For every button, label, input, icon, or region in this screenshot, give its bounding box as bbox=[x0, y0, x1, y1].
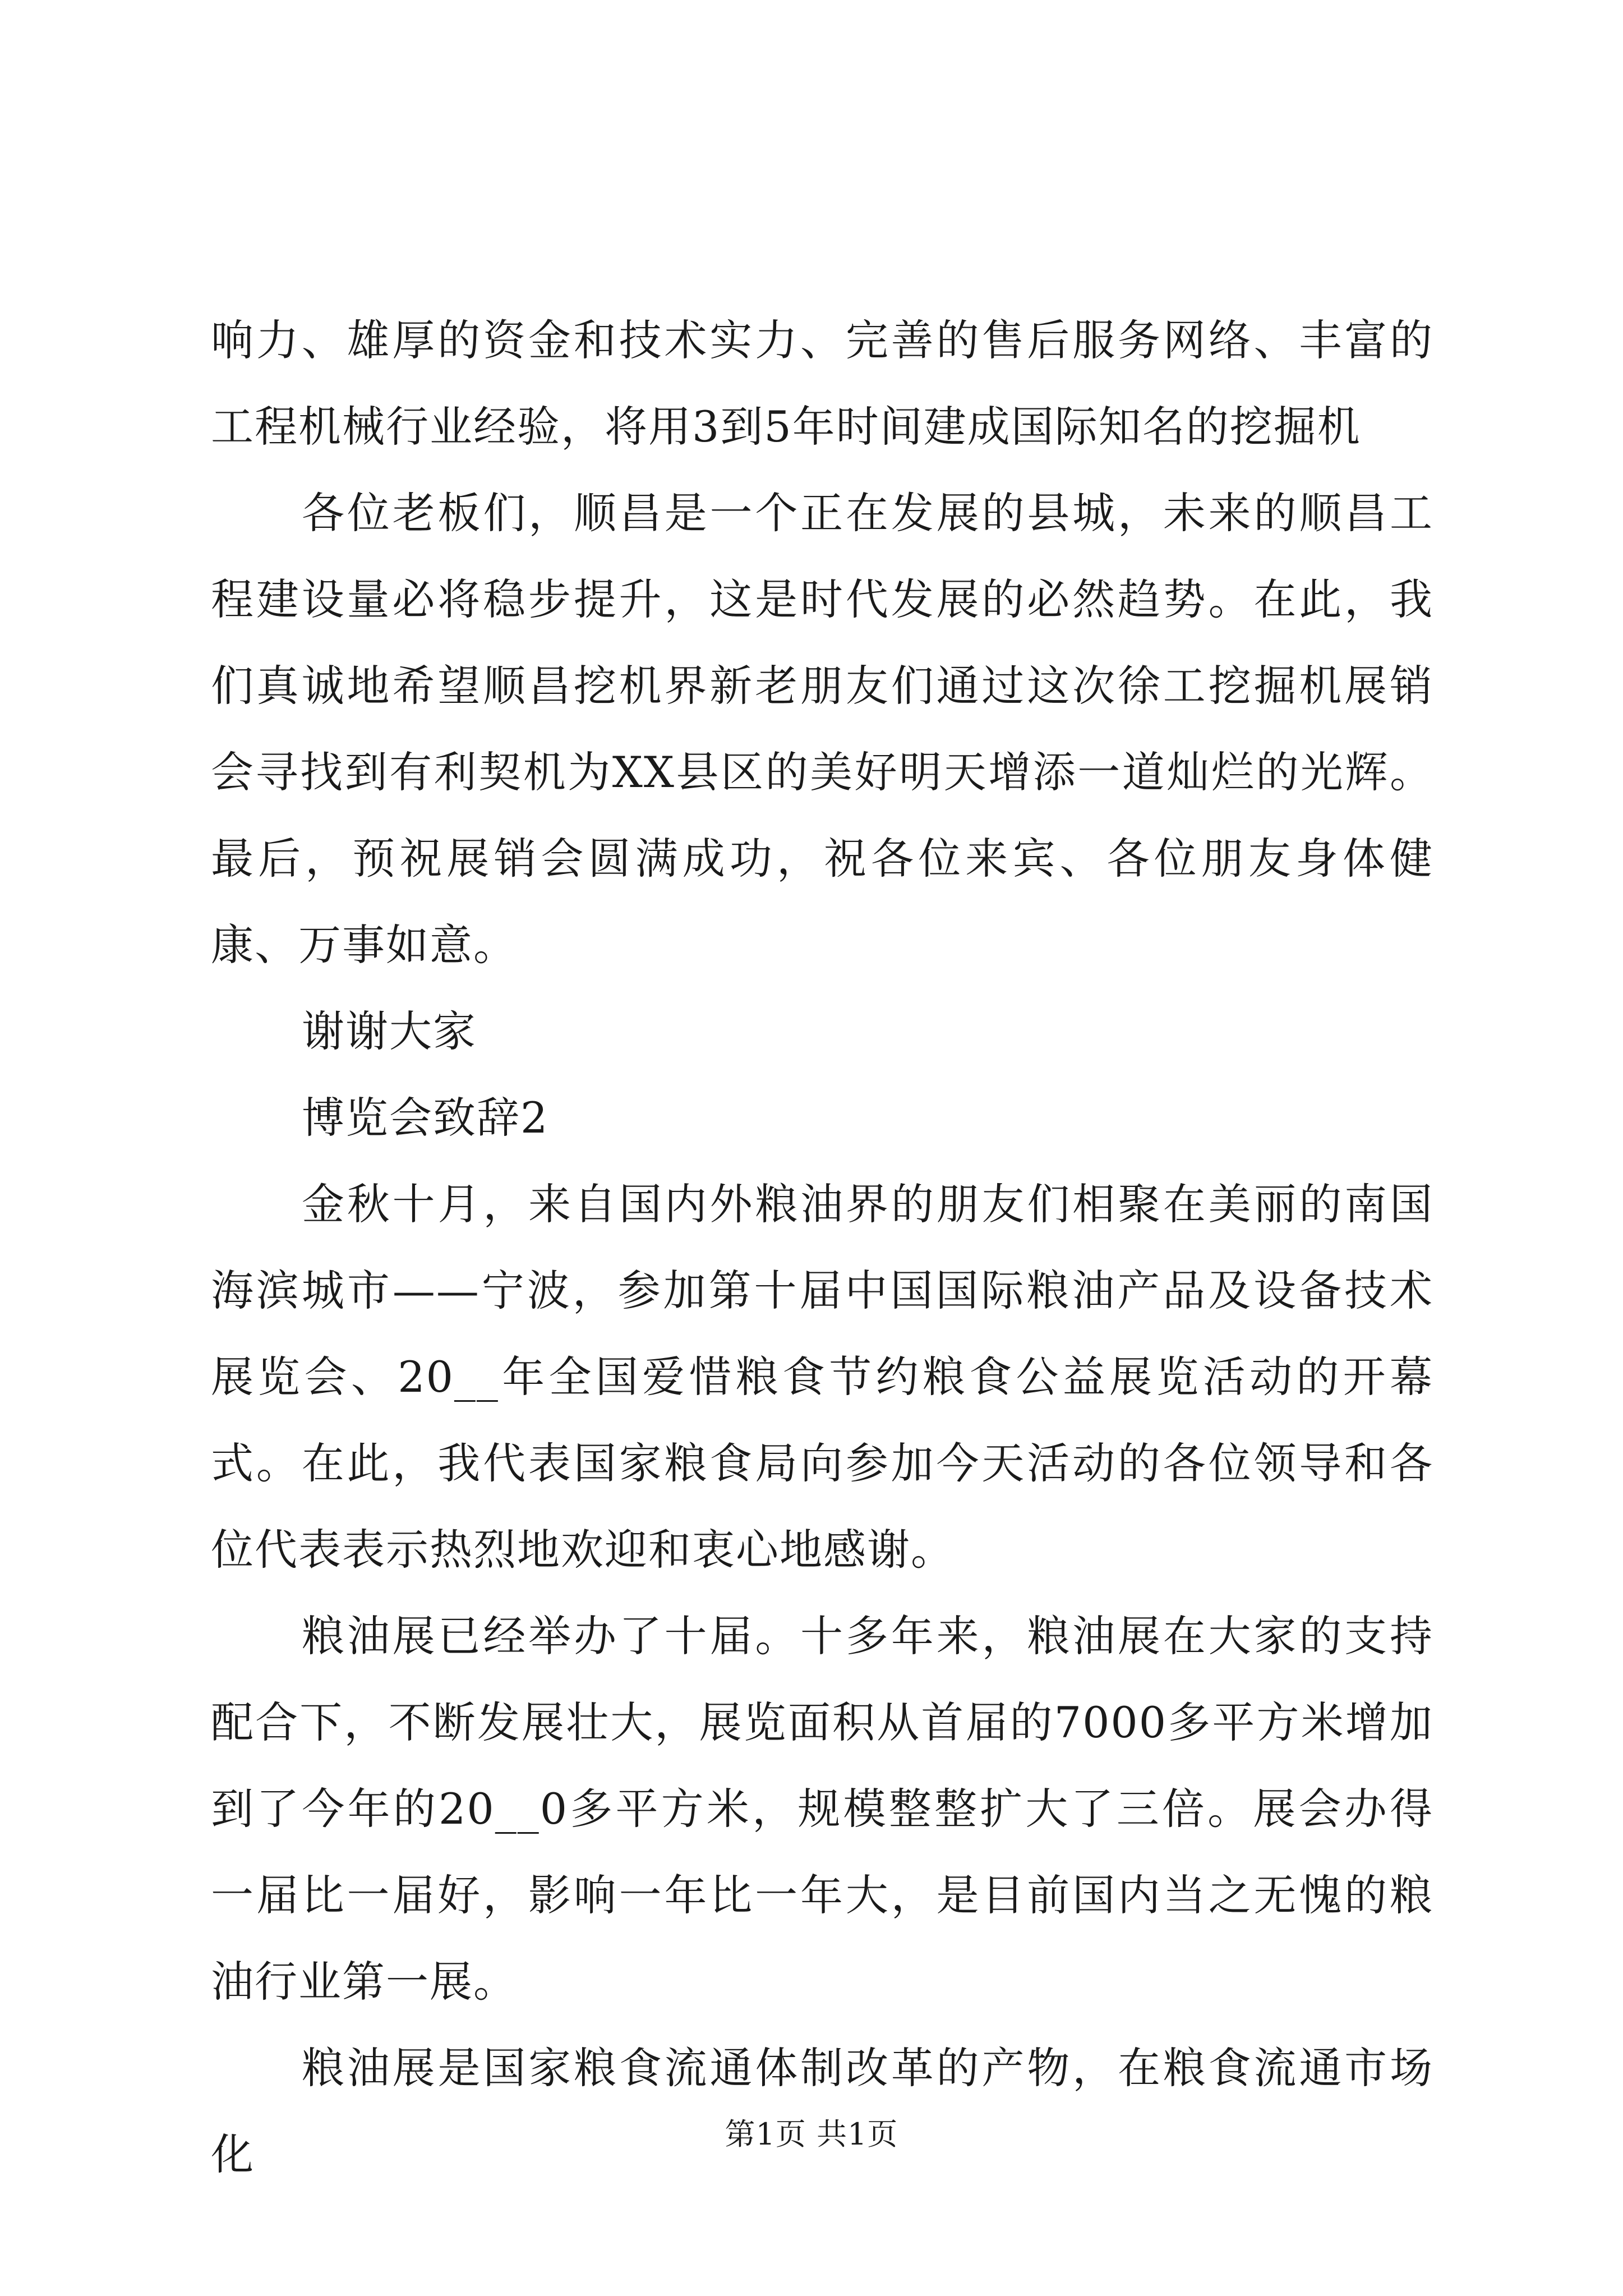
paragraph-exhibition-history: 粮油展已经举办了十届。十多年来，粮油展在大家的支持配合下，不断发展壮大，展览面积从首届的7000多平方米增加到了今年的20__0多平方米，规模整整扩大了三倍。展会办得一届比一届好，影响一年比一年大，是目前国内当之无愧的粮油行业第一展。 bbox=[211, 1611, 1433, 2007]
paragraph-closing-remarks: 各位老板们，顺昌是一个正在发展的县城，未来的顺昌工程建设量必将稳步提升，这是时代发展的必然趋势。在此，我们真诚地希望顺昌挖机界新老朋友们通过这次徐工挖掘机展销会寻找到有利契机为XX县区的美好明天增添一道灿烂的光辉。最后，预祝展销会圆满成功，祝各位来宾、各位朋友身体健康、万事如意。 bbox=[211, 488, 1433, 970]
section-heading: 博览会致辞2 bbox=[302, 1093, 549, 1143]
document-body bbox=[211, 297, 1433, 2198]
paragraph-exhibition-origin: 粮油展是国家粮食流通体制改革的产物，在粮食流通市场化 bbox=[211, 2043, 1433, 2179]
paragraph-continuation: 响力、雄厚的资金和技术实力、完善的售后服务网络、丰富的工程机械行业经验，将用3到5年时间建成国际知名的挖掘机 bbox=[211, 315, 1433, 452]
page-footer: 第1页 共1页 bbox=[725, 2116, 898, 2152]
paragraph-opening-speech: 金秋十月，来自国内外粮油界的朋友们相聚在美丽的南国海滨城市——宁波，参加第十届中国国际粮油产品及设备技术展览会、20__年全国爱惜粮食节约粮食公益展览活动的开幕式。在此，我代表国家粮食局向参加今天活动的各位领导和各位代表表示热烈地欢迎和衷心地感谢。 bbox=[211, 1179, 1433, 1575]
paragraph-thanks: 谢谢大家 bbox=[302, 1006, 477, 1056]
